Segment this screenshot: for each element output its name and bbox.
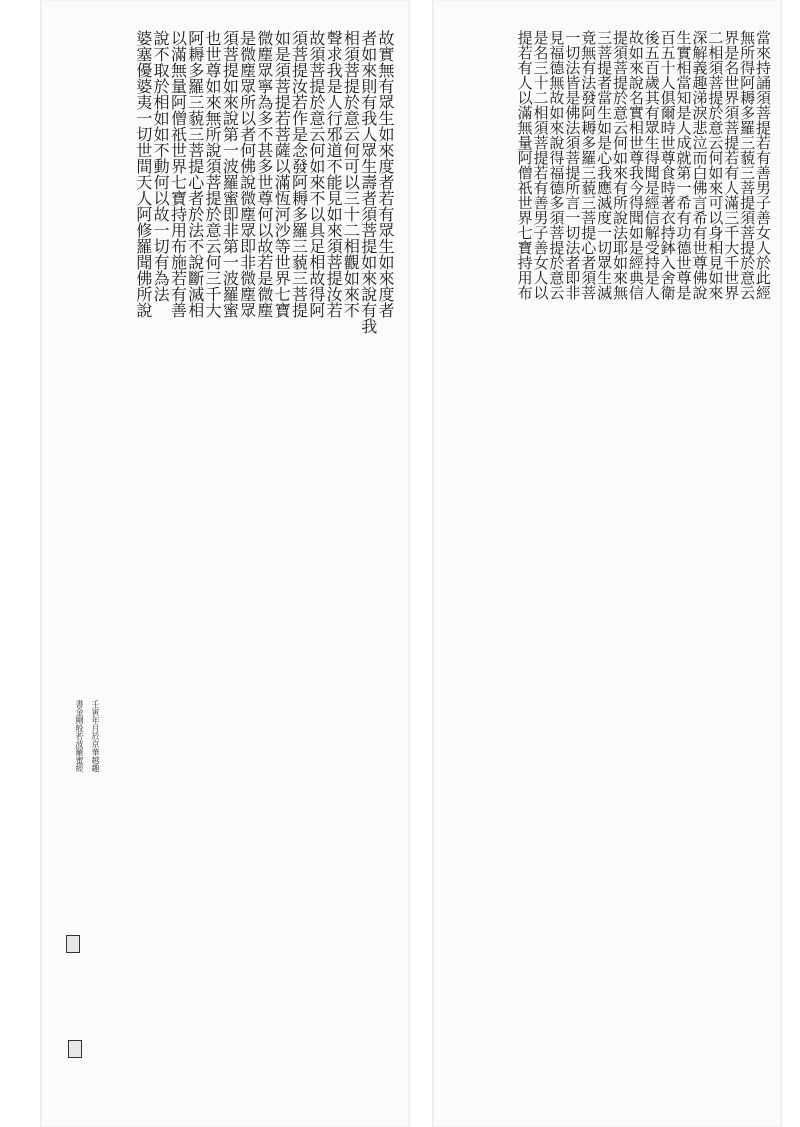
colophon-line: 壬寅年月於京華越趣 xyxy=(91,700,100,772)
text-column: 須菩提如來說第一波羅蜜即非第一波羅蜜 xyxy=(220,30,240,318)
text-column: 是微塵眾所以者何佛說微塵眾即非微塵眾 xyxy=(237,30,257,318)
text-column: 後五百歲其有眾生得聞是經信解受持是人 xyxy=(642,30,661,300)
text-column: 見福德無故如來說得福德多須菩提於意云 xyxy=(547,30,566,300)
text-column: 如是須菩提若菩薩以滿恆河沙等世界七寶 xyxy=(272,30,292,318)
text-column: 深解義趣涕淚悲泣而白佛言希有世尊佛說 xyxy=(690,30,709,300)
text-column: 百五十人俱爾時世尊食時著衣持鉢入舍衛 xyxy=(658,30,677,300)
text-column: 微塵眾寧為多不甚多世尊何以故若是微塵 xyxy=(254,30,274,318)
text-column: 界是名世界須菩提若有人滿三千大千世界 xyxy=(722,30,741,300)
text-column: 故實無有眾生如來度者若有眾生如來度者 xyxy=(376,30,395,318)
text-column: 是名三十二相須菩提若有善男子善女人以 xyxy=(531,30,550,300)
text-column: 無所得阿耨多羅三藐三菩提須菩提於意云 xyxy=(738,30,757,300)
text-column: 相須菩提於意云何可以三十二相觀如來不 xyxy=(341,30,361,318)
text-column: 阿耨多羅三藐三菩提心者於法不說斷滅相 xyxy=(185,30,205,318)
text-column: 也世尊如來無所說須菩提於意云何三千大 xyxy=(203,30,223,318)
text-column: 提若有人以滿無量阿僧祇世界七寶持用布 xyxy=(515,30,534,300)
seal-stamp xyxy=(66,935,80,953)
text-column: 說不取於相如如不動何以故一切有為法 xyxy=(151,30,171,302)
text-column: 須菩提汝若作是念發阿耨多羅三藐三菩提 xyxy=(289,30,309,318)
colophon-line: 書金剛般若波羅蜜經 xyxy=(75,700,84,772)
text-column: 三菩提者當生如是心我應滅度一切眾生滅 xyxy=(595,30,614,300)
text-column: 提須菩提於意云何如來有所說法耶如來無 xyxy=(610,30,629,300)
text-column: 者如來則有我人眾生壽者須菩提如來說有我 xyxy=(358,30,378,334)
text-column: 竟無有法發阿耨多羅三藐三菩提心者須菩 xyxy=(579,30,598,300)
seal-stamp xyxy=(68,1040,82,1058)
text-column: 以滿無量阿僧祇世界七寶持用布施若有善 xyxy=(168,30,188,318)
text-column: 故須菩提於意云何如來不以具足相故得阿 xyxy=(306,30,326,318)
text-column: 聲求我是人行邪道不能見如來須菩提汝若 xyxy=(324,30,344,318)
text-column: 二相須菩提於意云何如來可以身相見如來 xyxy=(706,30,725,300)
text-column: 生實相當知是人成就第一希有功德世尊是 xyxy=(674,30,693,300)
colophon-inscription xyxy=(60,700,100,1000)
text-column: 故如來說名實相世尊我今得聞如是經典信 xyxy=(626,30,645,300)
text-column: 一切法皆是佛法須菩提所言一切法者即非 xyxy=(563,30,582,300)
text-column: 婆塞優婆夷一切世間天人阿修羅聞佛所說 xyxy=(133,30,153,318)
right-sheet-columns xyxy=(452,30,770,1110)
text-column: 當來持誦須菩提若有善男子善女人於此經 xyxy=(754,30,772,300)
